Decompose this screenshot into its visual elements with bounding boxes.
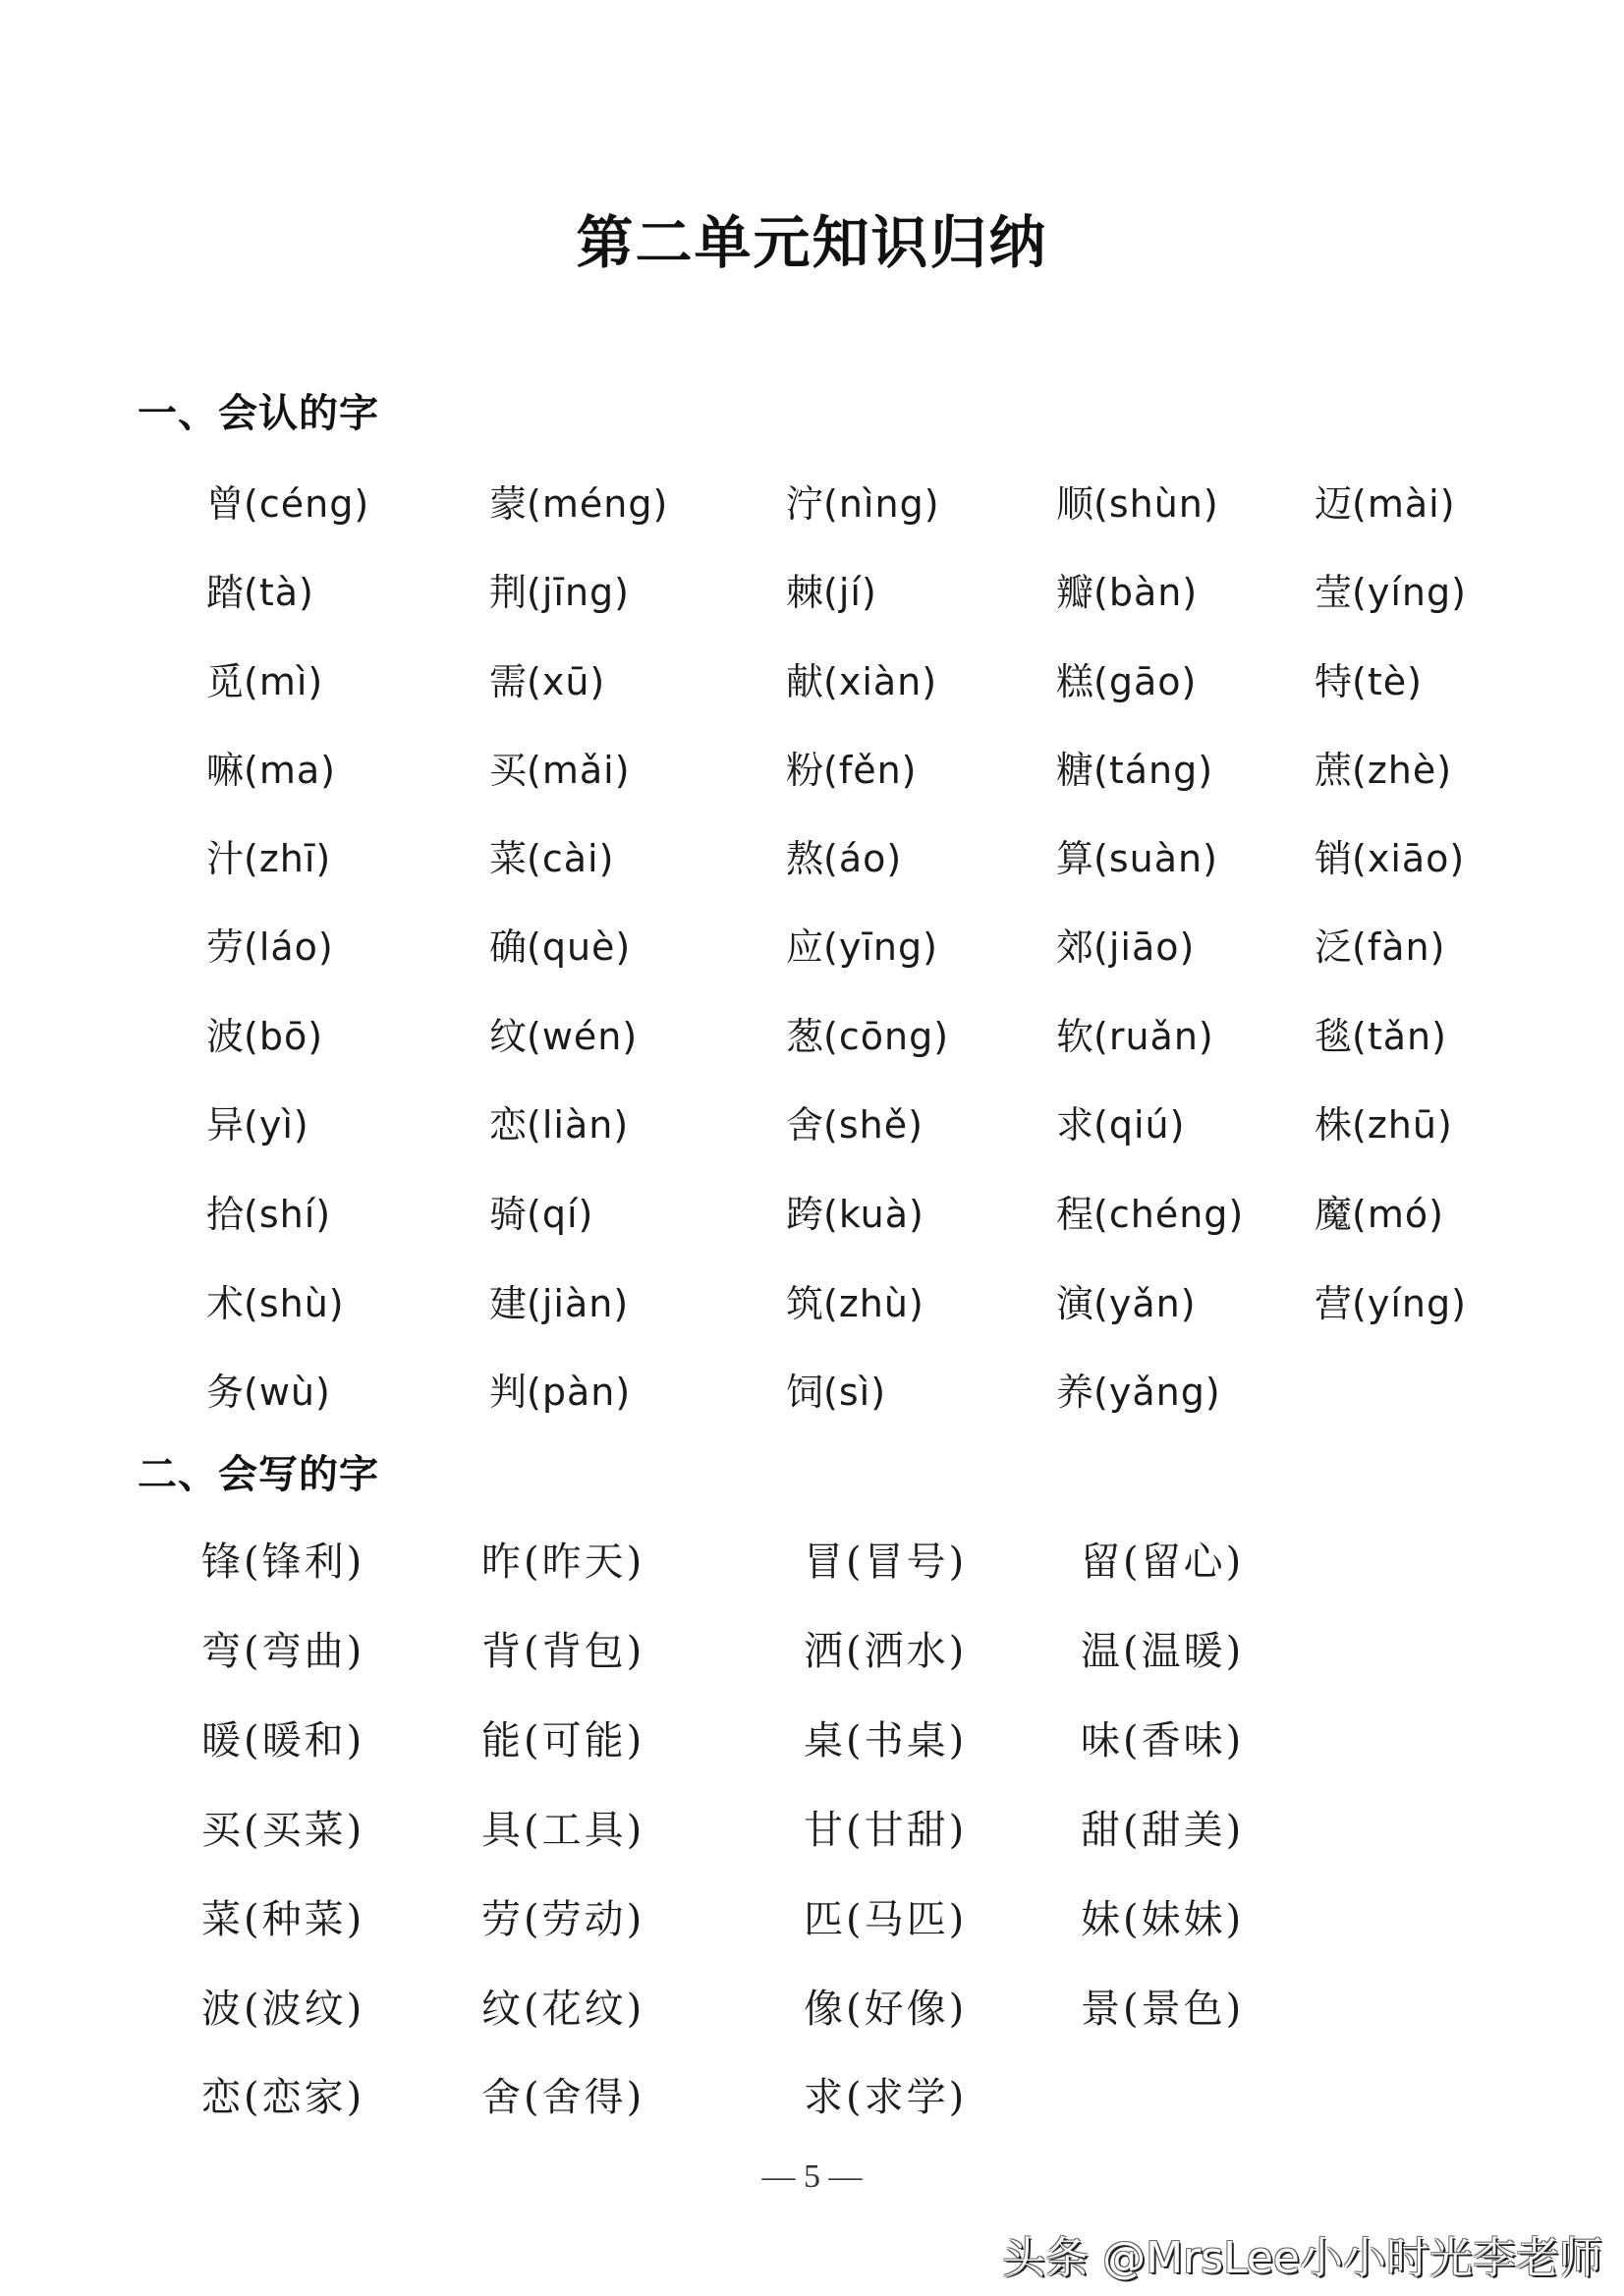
hanzi: 瓣 bbox=[1056, 571, 1094, 614]
pinyin: (bō) bbox=[244, 1015, 324, 1058]
pinyin: (qí) bbox=[527, 1193, 594, 1236]
pinyin: (táng) bbox=[1093, 749, 1214, 792]
pinyin: (mài) bbox=[1352, 482, 1456, 526]
hanzi: 泛 bbox=[1315, 925, 1353, 969]
read-character-entry bbox=[786, 1192, 924, 1237]
write-character-entry: 恋(恋家) bbox=[201, 2075, 365, 2120]
pinyin: (wù) bbox=[244, 1371, 331, 1414]
pinyin: (cài) bbox=[527, 837, 615, 880]
write-character-entry: 买(买菜) bbox=[201, 1808, 365, 1853]
pinyin: (suàn) bbox=[1093, 837, 1218, 880]
write-character-entry: 甜(甜美) bbox=[1081, 1808, 1245, 1853]
pinyin: (bàn) bbox=[1093, 571, 1199, 614]
read-character-entry bbox=[206, 836, 331, 881]
write-character-entry: 背(背包) bbox=[481, 1629, 645, 1674]
read-character-entry bbox=[206, 1281, 345, 1326]
read-character-entry bbox=[1056, 1102, 1185, 1148]
read-character-entry bbox=[786, 1370, 886, 1415]
pinyin: (xiàn) bbox=[823, 660, 938, 703]
hanzi: 求 bbox=[1056, 1103, 1094, 1147]
pinyin: (ruǎn) bbox=[1093, 1015, 1214, 1058]
pinyin: (gāo) bbox=[1093, 660, 1198, 703]
read-character-entry bbox=[206, 748, 336, 793]
pinyin: (kuà) bbox=[823, 1193, 924, 1236]
write-character-entry: 纹(花纹) bbox=[481, 1987, 645, 2032]
hanzi: 粉 bbox=[786, 749, 824, 792]
pinyin: (méng) bbox=[527, 482, 669, 526]
hanzi: 恋 bbox=[489, 1103, 528, 1147]
pinyin: (mǎi) bbox=[527, 749, 631, 792]
read-character-entry bbox=[786, 924, 938, 970]
read-character-entry bbox=[786, 570, 877, 615]
pinyin: (yǎn) bbox=[1093, 1282, 1197, 1325]
write-character-entry: 舍(舍得) bbox=[481, 2075, 645, 2120]
hanzi: 特 bbox=[1315, 660, 1353, 703]
read-character-entry bbox=[1315, 481, 1456, 527]
write-character-entry: 留(留心) bbox=[1081, 1540, 1245, 1585]
pinyin: (wén) bbox=[527, 1015, 639, 1058]
read-character-entry bbox=[1315, 659, 1423, 704]
hanzi: 莹 bbox=[1315, 571, 1353, 614]
hanzi: 纹 bbox=[489, 1015, 528, 1058]
read-character-entry bbox=[1315, 1014, 1447, 1059]
hanzi: 蒙 bbox=[489, 482, 528, 526]
read-character-entry bbox=[1056, 1192, 1244, 1237]
hanzi: 买 bbox=[489, 749, 528, 792]
pinyin: (shí) bbox=[244, 1193, 332, 1236]
hanzi: 拾 bbox=[206, 1193, 245, 1236]
hanzi: 应 bbox=[786, 925, 824, 969]
read-character-entry bbox=[1315, 836, 1465, 881]
hanzi: 顺 bbox=[1056, 482, 1094, 526]
read-character-entry bbox=[1056, 748, 1213, 793]
read-character-entry bbox=[206, 570, 314, 615]
pinyin: (què) bbox=[527, 925, 632, 969]
hanzi: 筑 bbox=[786, 1282, 824, 1325]
hanzi: 棘 bbox=[786, 571, 824, 614]
read-character-entry bbox=[489, 1281, 629, 1326]
hanzi: 汁 bbox=[206, 837, 245, 880]
write-character-entry: 匹(马匹) bbox=[804, 1897, 968, 1942]
hanzi: 觅 bbox=[206, 660, 245, 703]
read-character-entry bbox=[206, 481, 369, 527]
write-character-entry: 劳(劳动) bbox=[481, 1897, 645, 1942]
read-character-entry bbox=[1056, 481, 1219, 527]
hanzi: 跨 bbox=[786, 1193, 824, 1236]
write-character-entry: 波(波纹) bbox=[201, 1987, 365, 2032]
hanzi: 程 bbox=[1056, 1193, 1094, 1236]
hanzi: 需 bbox=[489, 660, 528, 703]
write-character-entry: 妹(妹妹) bbox=[1081, 1897, 1245, 1942]
pinyin: (sì) bbox=[823, 1371, 887, 1414]
hanzi: 算 bbox=[1056, 837, 1094, 880]
read-character-entry bbox=[206, 1014, 323, 1059]
hanzi: 建 bbox=[489, 1282, 528, 1325]
write-character-entry: 具(工具) bbox=[481, 1808, 645, 1853]
hanzi: 嘛 bbox=[206, 749, 245, 792]
read-character-entry bbox=[1056, 1370, 1221, 1415]
pinyin: (tè) bbox=[1352, 660, 1423, 703]
write-character-entry: 桌(书桌) bbox=[804, 1718, 968, 1764]
hanzi: 舍 bbox=[786, 1103, 824, 1147]
hanzi: 曾 bbox=[206, 482, 245, 526]
pinyin: (yíng) bbox=[1352, 571, 1467, 614]
read-character-entry bbox=[786, 1281, 924, 1326]
hanzi: 魔 bbox=[1315, 1193, 1353, 1236]
pinyin: (shě) bbox=[823, 1103, 924, 1147]
hanzi: 养 bbox=[1056, 1371, 1094, 1414]
pinyin: (qiú) bbox=[1093, 1103, 1186, 1147]
read-character-entry bbox=[489, 924, 631, 970]
write-character-entry: 弯(弯曲) bbox=[201, 1629, 365, 1674]
read-character-entry bbox=[489, 1370, 631, 1415]
pinyin: (tà) bbox=[244, 571, 314, 614]
read-character-entry bbox=[1056, 659, 1197, 704]
hanzi: 泞 bbox=[786, 482, 824, 526]
read-character-entry bbox=[489, 1102, 629, 1148]
read-character-entry bbox=[206, 924, 334, 970]
pinyin: (láo) bbox=[244, 925, 334, 969]
write-character-entry: 味(香味) bbox=[1081, 1718, 1245, 1764]
read-character-entry bbox=[1056, 1281, 1197, 1326]
write-character-entry: 昨(昨天) bbox=[481, 1540, 645, 1585]
hanzi: 软 bbox=[1056, 1015, 1094, 1058]
write-character-entry: 暖(暖和) bbox=[201, 1718, 365, 1764]
write-character-entry: 求(求学) bbox=[804, 2075, 968, 2120]
hanzi: 饲 bbox=[786, 1371, 824, 1414]
pinyin: (zhī) bbox=[244, 837, 332, 880]
pinyin: (xiāo) bbox=[1352, 837, 1466, 880]
read-character-entry bbox=[1056, 924, 1195, 970]
hanzi: 术 bbox=[206, 1282, 245, 1325]
hanzi: 演 bbox=[1056, 1282, 1094, 1325]
pinyin: (zhè) bbox=[1352, 749, 1453, 792]
hanzi: 踏 bbox=[206, 571, 245, 614]
read-character-entry bbox=[1315, 570, 1467, 615]
write-character-entry: 温(温暖) bbox=[1081, 1629, 1245, 1674]
read-character-entry bbox=[1056, 570, 1198, 615]
hanzi: 务 bbox=[206, 1371, 245, 1414]
write-character-entry: 菜(种菜) bbox=[201, 1897, 365, 1942]
hanzi: 毯 bbox=[1315, 1015, 1353, 1058]
pinyin: (yì) bbox=[244, 1103, 309, 1147]
read-character-entry bbox=[489, 570, 630, 615]
section-heading-read: 一、会认的字 bbox=[138, 391, 379, 436]
pinyin: (nìng) bbox=[823, 482, 940, 526]
read-character-entry bbox=[786, 836, 902, 881]
write-character-entry: 景(景色) bbox=[1081, 1987, 1245, 2032]
pinyin: (shùn) bbox=[1093, 482, 1219, 526]
hanzi: 郊 bbox=[1056, 925, 1094, 969]
page-number: — 5 — bbox=[761, 2158, 863, 2195]
hanzi: 献 bbox=[786, 660, 824, 703]
pinyin: (shù) bbox=[244, 1282, 345, 1325]
pinyin: (yǎng) bbox=[1093, 1371, 1221, 1414]
hanzi: 销 bbox=[1315, 837, 1353, 880]
section-heading-write: 二、会写的字 bbox=[138, 1452, 379, 1497]
write-character-entry: 锋(锋利) bbox=[201, 1540, 365, 1585]
pinyin: (tǎn) bbox=[1352, 1015, 1447, 1058]
read-character-entry bbox=[489, 748, 631, 793]
read-character-entry bbox=[489, 481, 668, 527]
write-character-entry: 能(可能) bbox=[481, 1718, 645, 1764]
pinyin: (ma) bbox=[244, 749, 336, 792]
write-character-entry: 甘(甘甜) bbox=[804, 1808, 968, 1853]
pinyin: (fěn) bbox=[823, 749, 918, 792]
read-character-entry bbox=[786, 659, 937, 704]
pinyin: (zhū) bbox=[1352, 1103, 1453, 1147]
read-character-entry bbox=[1315, 748, 1452, 793]
pinyin: (yīng) bbox=[823, 925, 938, 969]
read-character-entry bbox=[1315, 1102, 1453, 1148]
pinyin: (jīng) bbox=[527, 571, 630, 614]
read-character-entry bbox=[786, 481, 940, 527]
read-character-entry bbox=[1315, 924, 1445, 970]
hanzi: 糕 bbox=[1056, 660, 1094, 703]
pinyin: (jiàn) bbox=[527, 1282, 630, 1325]
pinyin: (jí) bbox=[823, 571, 877, 614]
pinyin: (xū) bbox=[527, 660, 606, 703]
hanzi: 菜 bbox=[489, 837, 528, 880]
read-character-entry bbox=[1315, 1281, 1467, 1326]
hanzi: 葱 bbox=[786, 1015, 824, 1058]
page-title: 第二单元知识归纳 bbox=[576, 209, 1048, 276]
read-character-entry bbox=[1056, 836, 1218, 881]
read-character-entry bbox=[489, 659, 605, 704]
pinyin: (yíng) bbox=[1352, 1282, 1467, 1325]
read-character-entry bbox=[206, 1102, 309, 1148]
hanzi: 迈 bbox=[1315, 482, 1353, 526]
read-character-entry bbox=[489, 1192, 593, 1237]
pinyin: (fàn) bbox=[1352, 925, 1446, 969]
read-character-entry bbox=[786, 1102, 924, 1148]
hanzi: 荆 bbox=[489, 571, 528, 614]
hanzi: 营 bbox=[1315, 1282, 1353, 1325]
read-character-entry bbox=[206, 1370, 331, 1415]
pinyin: (cōng) bbox=[823, 1015, 950, 1058]
read-character-entry bbox=[786, 748, 918, 793]
watermark: 头条 @MrsLee小小时光李老师 bbox=[1002, 2233, 1602, 2283]
pinyin: (mì) bbox=[244, 660, 324, 703]
pinyin: (pàn) bbox=[527, 1371, 632, 1414]
read-character-entry bbox=[786, 1014, 949, 1059]
read-character-entry bbox=[206, 659, 323, 704]
hanzi: 骑 bbox=[489, 1193, 528, 1236]
pinyin: (mó) bbox=[1352, 1193, 1444, 1236]
hanzi: 熬 bbox=[786, 837, 824, 880]
pinyin: (jiāo) bbox=[1093, 925, 1196, 969]
pinyin: (céng) bbox=[244, 482, 370, 526]
write-character-entry: 洒(洒水) bbox=[804, 1629, 968, 1674]
hanzi: 波 bbox=[206, 1015, 245, 1058]
hanzi: 劳 bbox=[206, 925, 245, 969]
pinyin: (áo) bbox=[823, 837, 903, 880]
read-character-entry bbox=[1056, 1014, 1214, 1059]
pinyin: (liàn) bbox=[527, 1103, 630, 1147]
read-character-entry bbox=[206, 1192, 331, 1237]
read-character-entry bbox=[1315, 1192, 1444, 1237]
write-character-entry: 像(好像) bbox=[804, 1987, 968, 2032]
read-character-entry bbox=[489, 836, 614, 881]
hanzi: 蔗 bbox=[1315, 749, 1353, 792]
hanzi: 糖 bbox=[1056, 749, 1094, 792]
hanzi: 株 bbox=[1315, 1103, 1353, 1147]
write-character-entry: 冒(冒号) bbox=[804, 1540, 968, 1585]
pinyin: (zhù) bbox=[823, 1282, 924, 1325]
pinyin: (chéng) bbox=[1093, 1193, 1245, 1236]
read-character-entry bbox=[489, 1014, 638, 1059]
hanzi: 异 bbox=[206, 1103, 245, 1147]
hanzi: 判 bbox=[489, 1371, 528, 1414]
hanzi: 确 bbox=[489, 925, 528, 969]
